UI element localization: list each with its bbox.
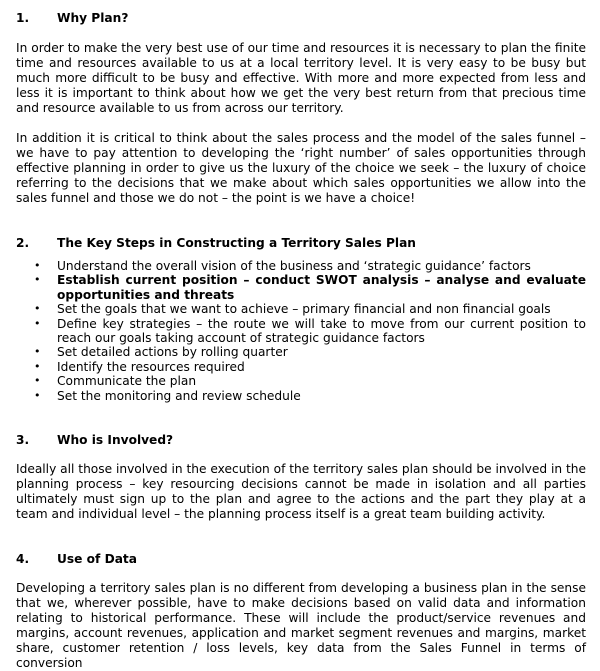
bullet-icon: •: [34, 374, 41, 388]
section-heading-why-plan: [16, 11, 586, 26]
list-item: [16, 317, 586, 346]
list-item-text: Set the goals that we want to achieve – primary financial and non financial goals: [57, 302, 551, 317]
bullet-icon: •: [34, 359, 41, 373]
list-item: [16, 259, 586, 273]
list-item: [16, 374, 586, 388]
list-item-text: Set detailed actions by rolling quarter: [57, 345, 288, 360]
list-item-text: Understand the overall vision of the business and ‘strategic guidance’ factors: [57, 259, 531, 273]
section-number: 2.: [16, 236, 30, 250]
list-item: [16, 345, 586, 359]
bullet-icon: •: [34, 388, 41, 402]
bullet-icon: •: [34, 273, 41, 287]
section-number: 4.: [16, 552, 30, 567]
section-title: Why Plan?: [57, 11, 129, 25]
list-item: [16, 360, 586, 374]
paragraph: In order to make the very best use of our time and resources it is necessary to plan the finite time and resources available to us at a local territory level. It is very easy to be busy but much more difficult to be busy and effective. With more and more expected from less and less it is important to think about how we get the very best return from that precious time and resource available to us from across our territory.: [16, 41, 586, 115]
section-number: 1.: [16, 11, 30, 25]
paragraph: Developing a territory sales plan is no different from developing a business plan in the sense that we, wherever possible, have to make decisions based on valid data and information relating to historical performance. These will include the product/service revenues and margins, account revenues, application and market segment revenues and margins, market share, customer retention / loss levels, key data from the Sales Funnel in terms of conversion: [16, 581, 586, 671]
section-heading-use-of-data: [16, 552, 586, 567]
list-item-text: Identify the resources required: [57, 359, 245, 374]
list-item: [16, 273, 586, 302]
paragraph: Ideally all those involved in the execution of the territory sales plan should be involved in the planning process – key resourcing decisions cannot be made in isolation and all parties ultimately must sign up to the plan and agree to the actions and the part they play at a team and individual level – the planning process itself is a great team building activity.: [16, 462, 586, 522]
section-title: The Key Steps in Constructing a Territory Sales Plan: [57, 236, 416, 250]
paragraph: In addition it is critical to think about the sales process and the model of the sales funnel – we have to pay attention to developing the ‘right number’ of sales opportunities through effective planning in order to give us the luxury of the choice we seek – the luxury of choice referring to the decisions that we make about which sales opportunities we allow into the sales funnel and those we do not – the point is we have a choice!: [16, 131, 586, 205]
section-title: Use of Data: [57, 552, 137, 567]
list-item-text: Set the monitoring and review schedule: [57, 388, 301, 403]
section-heading-who-is-involved: [16, 433, 586, 448]
bullet-icon: •: [34, 259, 41, 272]
section-heading-key-steps: [16, 236, 586, 251]
section-title: Who is Involved?: [57, 433, 174, 448]
list-item-text: Define key strategies – the route we will take to move from our current position to reach our goals taking account of strategic guidance factors: [57, 316, 586, 346]
list-item-text: Communicate the plan: [57, 374, 197, 389]
list-item-text: Establish current position – conduct SWOT analysis – analyse and evaluate opportunities and threats: [57, 273, 586, 302]
bullet-icon: •: [34, 316, 41, 330]
bullet-list: [16, 259, 586, 403]
bullet-icon: •: [34, 302, 41, 316]
section-number: 3.: [16, 433, 30, 448]
list-item: [16, 389, 586, 403]
list-item: [16, 302, 586, 316]
bullet-icon: •: [34, 345, 41, 359]
